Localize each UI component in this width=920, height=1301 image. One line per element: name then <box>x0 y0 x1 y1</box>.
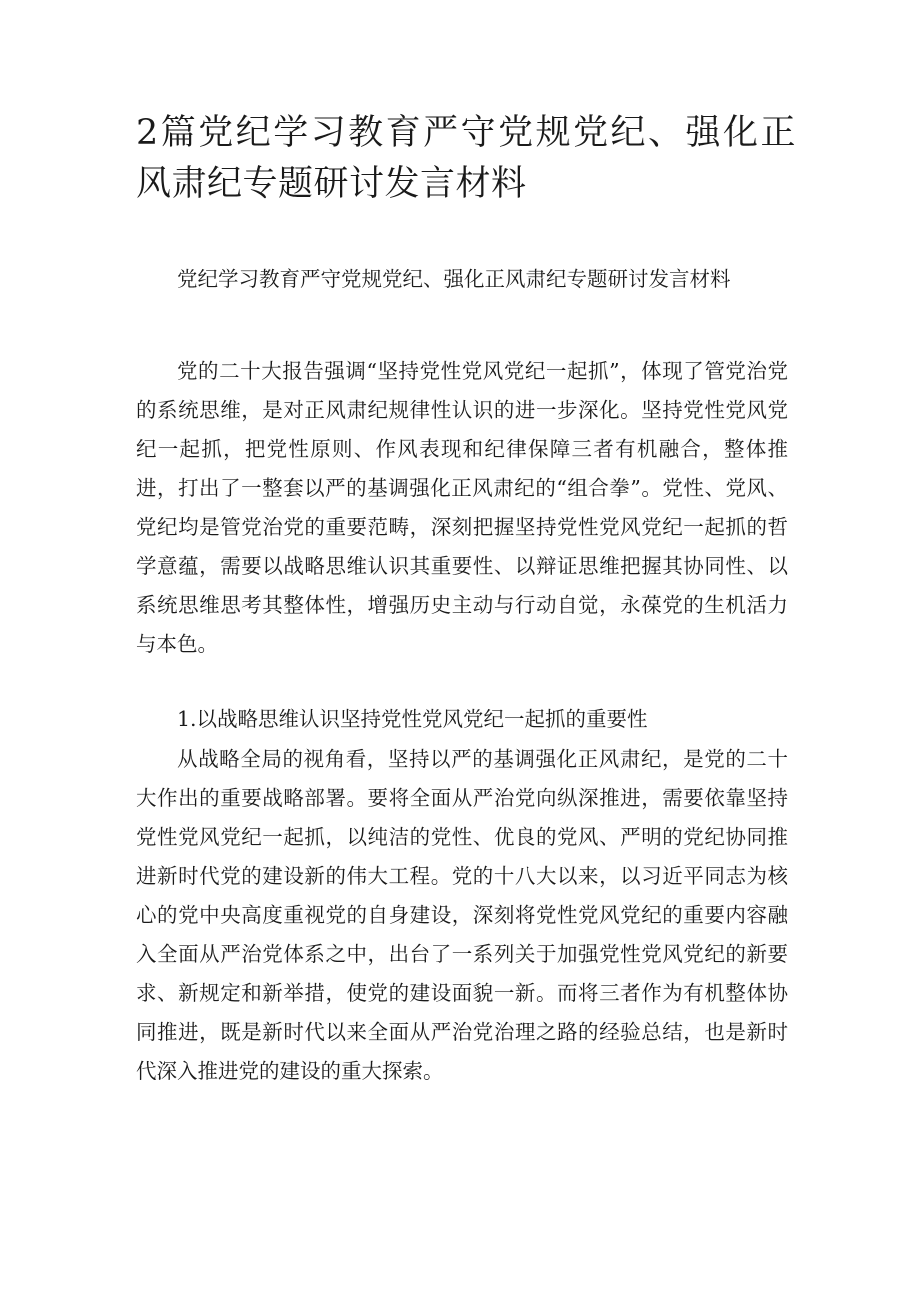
subtitle-paragraph: 党纪学习教育严守党规党纪、强化正风肃纪专题研讨发言材料 <box>177 267 731 291</box>
section-paragraph: 从战略全局的视角看，坚持以严的基调强化正风肃纪，是党的二十大作出的重要战略部署。要将全面从严治党向纵深推进，需要依靠坚持党性党风党纪一起抓，以纯洁的党性、优良的党风、严明的党纪协同推进新时代党的建设新的伟大工程。党的十八大以来，以习近平同志为核心的党中央高度重视党的自身建设，深刻将党性党风党纪的重要内容融入全面从严治党体系之中，出台了一系列关于加强党性党风党纪的新要求、新规定和新举措，使党的建设面貌一新。而将三者作为有机整体协同推进，既是新时代以来全面从严治党治理之路的经验总结，也是新时代深入推进党的建设的重大探索。 <box>136 747 788 1083</box>
intro-paragraph: 党的二十大报告强调“坚持党性党风党纪一起抓”，体现了管党治党的系统思维，是对正风肃纪规律性认识的进一步深化。坚持党性党风党纪一起抓，把党性原则、作风表现和纪律保障三者有机融合，整体推进，打出了一整套以严的基调强化正风肃纪的“组合拳”。党性、党风、党纪均是管党治党的重要范畴，深刻把握坚持党性党风党纪一起抓的哲学意蕴，需要以战略思维认识其重要性、以辩证思维把握其协同性、以系统思维思考其整体性，增强历史主动与行动自觉，永葆党的生机活力与本色。 <box>136 359 788 656</box>
document-title: 2篇党纪学习教育严守党规党纪、强化正风肃纪专题研讨发言材料 <box>136 113 796 204</box>
section-heading: 1.以战略思维认识坚持党性党风党纪一起抓的重要性 <box>177 707 648 731</box>
